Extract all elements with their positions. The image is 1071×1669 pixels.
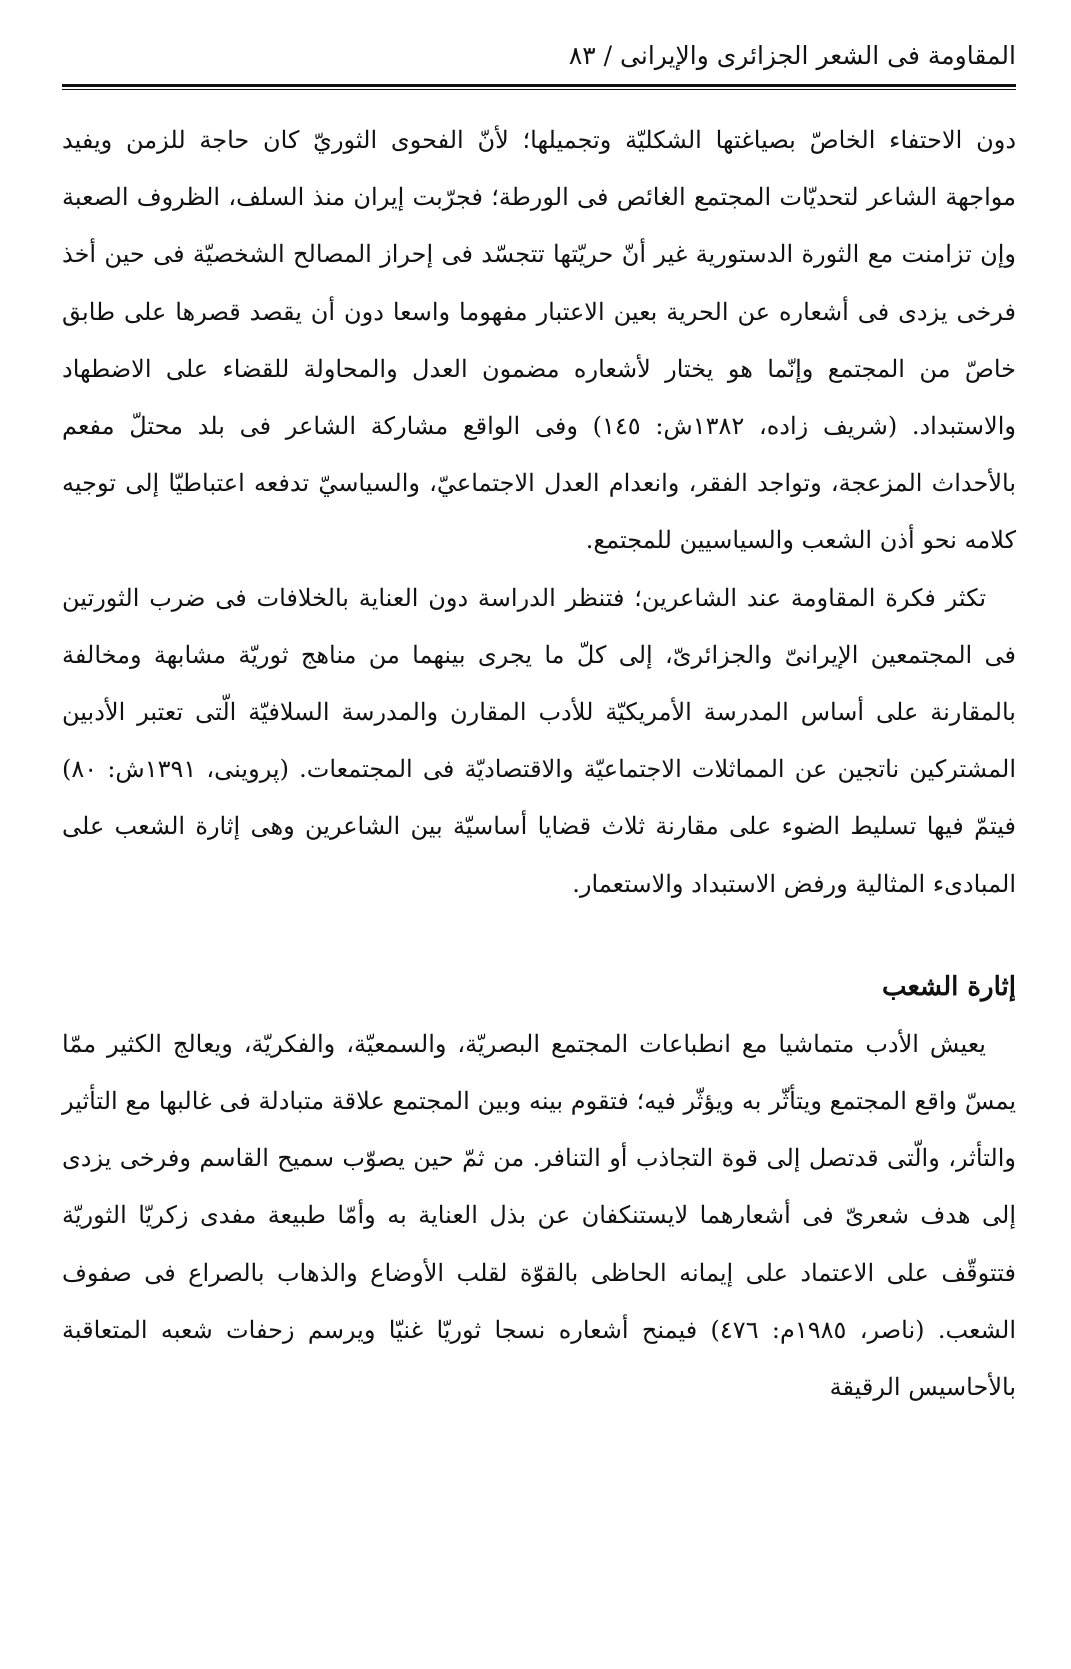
section-heading: إثارة الشعب [881, 971, 1016, 1002]
body-paragraph-2: تكثر فكرة المقاومة عند الشاعرين؛ فتنظر الدراسة دون العناية بالخلافات فى ضرب الثورتين فى المجتمعين الإيرانىّ والجزائرىّ، إلى كلّ ما يجرى بينهما من مناهج ثوريّة مشابهة ومخالفة بالمقارنة على أساس المدرسة الأمريكيّة للأدب المقارن والمدرسة السلافيّة الّتى تعتبر الأدبين المشتركين ناتجين عن المماثلات الاجتماعيّة والاقتصاديّة فى المجتمعات. (پروينى، ١٣٩١ش: ٨٠) فيتمّ فيها تسليط الضوء على مقارنة ثلاث قضايا أساسيّة بين الشاعرين وهى إثارة الشعب على المبادىء المثالية ورفض الاستبداد والاستعمار. [62, 583, 1016, 898]
running-header: المقاومة فى الشعر الجزائرى والإيرانى / ٨٣ [568, 41, 1016, 70]
book-page [62, 36, 1016, 1416]
header-rule [62, 84, 1016, 87]
page-content [62, 112, 1016, 1416]
header-rule-thin [62, 89, 1016, 90]
body-paragraph-3: يعيش الأدب متماشيا مع انطباعات المجتمع البصريّة، والسمعيّة، والفكريّة، ويعالج الكثير ممّا يمسّ واقع المجتمع ويتأثّر به ويؤثّر فيه؛ فتقوم بينه وبين المجتمع علاقة متبادلة فى غالبها مع التأثير والتأثر، والّتى قدتصل إلى قوة التجاذب أو التنافر. من ثمّ حين يصوّب سميح القاسم وفرخى يزدى إلى هدف شعرىّ فى أشعارهما لايستنكفان عن بذل العناية به وأمّا طبيعة مفدى زكريّا الثوريّة فتتوقّف على الاعتماد على إيمانه الحاظى بالقوّة لقلب الأوضاع والذهاب بالصراع فى صفوف الشعب. (ناصر، ١٩٨٥م: ٤٧٦) فيمنح أشعاره نسجا ثوريّا غنيّا ويرسم زحفات شعبه المتعاقبة بالأحاسيس الرقيقة [62, 1029, 1017, 1402]
body-paragraph-1: دون الاحتفاء الخاصّ بصياغتها الشكليّة وتجميلها؛ لأنّ الفحوى الثوريّ كان حاجة للزمن ويفيد مواجهة الشاعر لتحديّات المجتمع الغائص فى الورطة؛ فجرّبت إيران منذ السلف، الظروف الصعبة وإن تزامنت مع الثورة الدستورية غير أنّ حريّتها تتجسّد فى إحراز المصالح الشخصيّة فى حين أخذ فرخى يزدى فى أشعاره عن الحرية بعين الاعتبار مفهوما واسعا دون أن يقصد قصرها على طابق خاصّ من المجتمع وإنّما هو يختار لأشعاره مضمون العدل والمحاولة للقضاء على الاضطهاد والاستبداد. (شريف زاده، ١٣٨٢ش: ١٤٥) وفى الواقع مشاركة الشاعر فى بلد محتلّ مفعم بالأحداث المزعجة، وتواجد الفقر، وانعدام العدل الاجتماعيّ، والسياسيّ تدفعه اعتباطيّا إلى توجيه كلامه نحو أذن الشعب والسياسيين للمجتمع. [62, 126, 1016, 555]
